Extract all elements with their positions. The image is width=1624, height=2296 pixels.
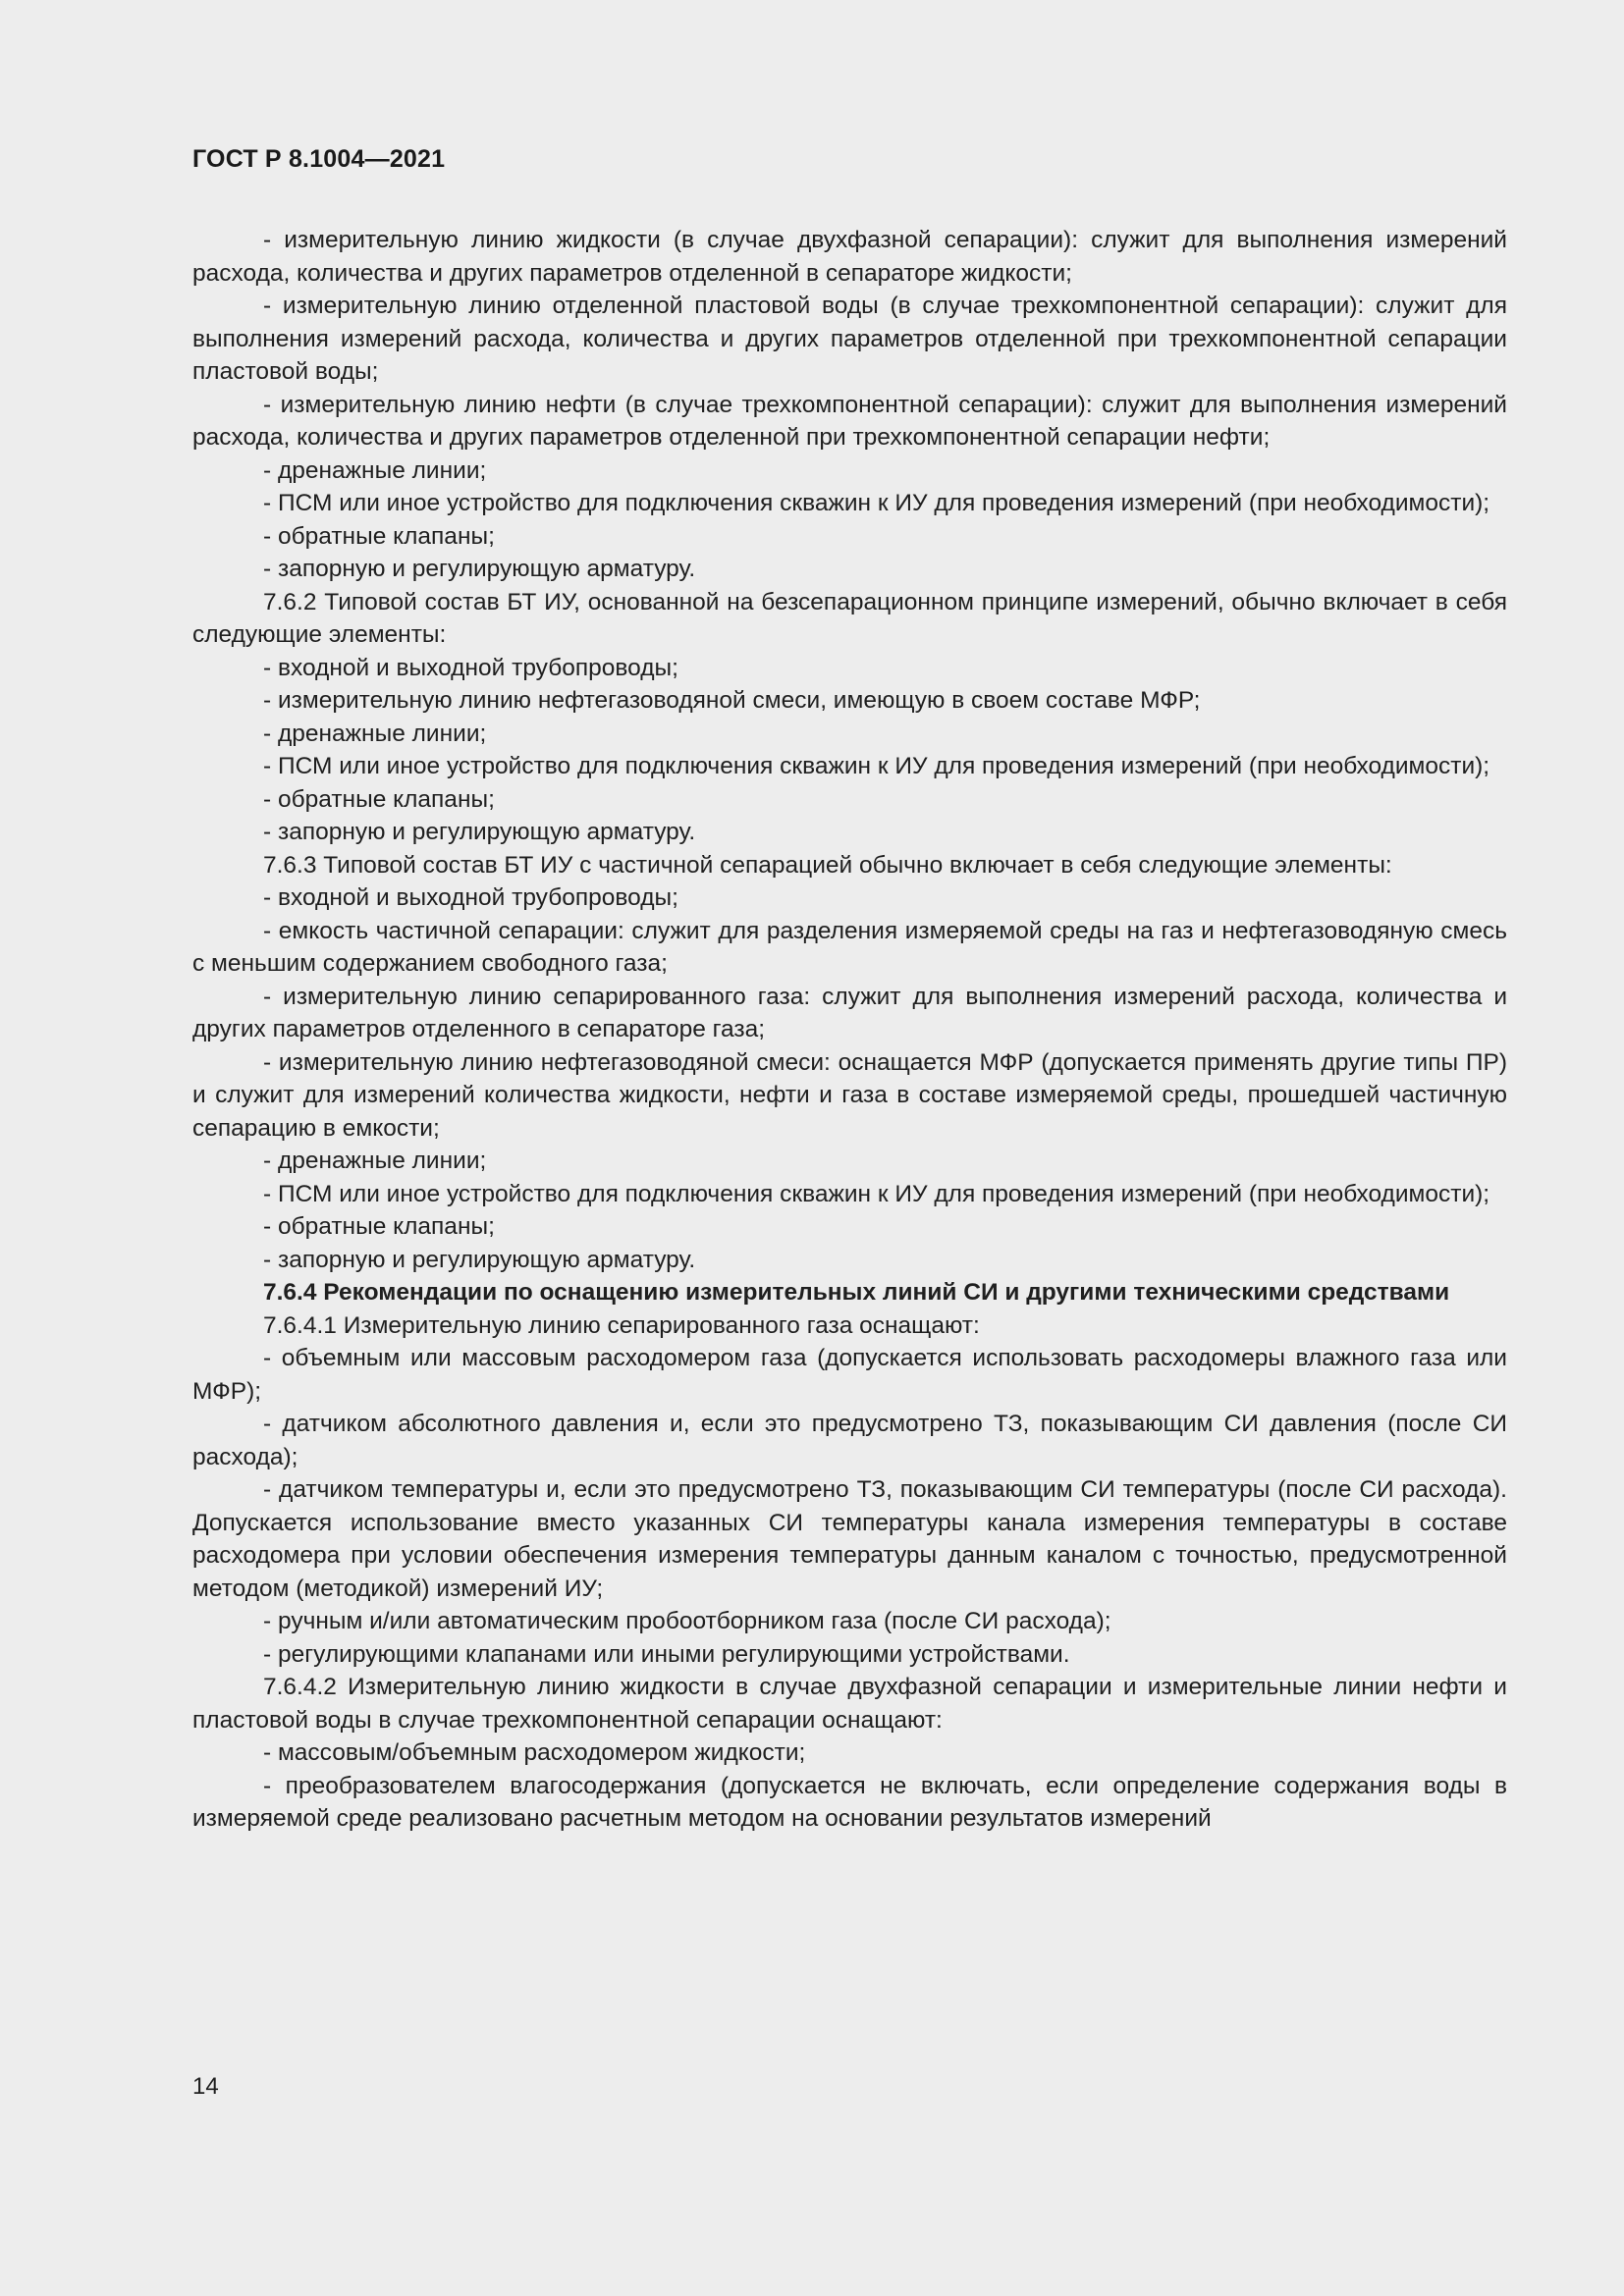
list-item: - преобразователем влагосодержания (допускается не включать, если определение содержания воды в измеряемой среде реализовано расчетным методом на основании результатов измерений <box>192 1772 1507 1832</box>
list-item: - емкость частичной сепарации: служит для разделения измеряемой среды на газ и нефтегазоводяную смесь с меньшим содержанием свободного газа; <box>192 917 1507 977</box>
list-item: - дренажные линии; <box>263 720 487 747</box>
list-item: - запорную и регулирующую арматуру. <box>263 556 696 582</box>
list-item: - обратные клапаны; <box>263 522 495 550</box>
list-item: - дренажные линии; <box>263 456 487 484</box>
list-item: - измерительную линию жидкости (в случае двухфазной сепарации): служит для выполнения измерений расхода, количества и других параметров отделенной в сепараторе жидкости; <box>192 227 1507 287</box>
clause-paragraph: 7.6.3 Типовой состав БТ ИУ с частичной сепарацией обычно включает в себя следующие элементы: <box>263 851 1392 879</box>
list-item: - измерительную линию нефтегазоводяной смеси, имеющую в своем составе МФР; <box>263 687 1201 714</box>
list-item: - ПСМ или иное устройство для подключения скважин к ИУ для проведения измерений (при необходимости); <box>263 490 1490 516</box>
list-item: - датчиком температуры и, если это предусмотрено ТЗ, показывающим СИ температуры (после СИ расхода). Допускается использование вместо указанных СИ температуры канала измерения температуры в составе расходомера при условии обеспечения измерения температуры данным каналом с точностью, предусмотренной методом (методикой) измерений ИУ; <box>192 1476 1507 1602</box>
list-item: - обратные клапаны; <box>263 1213 495 1240</box>
list-item: - обратные клапаны; <box>263 785 495 813</box>
list-item: - датчиком абсолютного давления и, если это предусмотрено ТЗ, показывающим СИ давления (после СИ расхода); <box>192 1411 1507 1470</box>
page-number: 14 <box>192 2073 219 2100</box>
list-item: - измерительную линию отделенной пластовой воды (в случае трехкомпонентной сепарации): служит для выполнения измерений расхода, количества и других параметров отделенной при трехкомпонентной сепарации пластовой воды; <box>192 293 1507 385</box>
list-item: - измерительную линию сепарированного газа: служит для выполнения измерений расхода, количества и других параметров отделенного в сепараторе газа; <box>192 983 1507 1042</box>
list-item: - входной и выходной трубопроводы; <box>263 654 678 681</box>
list-item: - запорную и регулирующую арматуру. <box>263 1246 696 1273</box>
list-item: - измерительную линию нефти (в случае трехкомпонентной сепарации): служит для выполнения измерений расхода, количества и других параметров отделенной при трехкомпонентной сепарации нефти; <box>192 391 1507 451</box>
list-item: - входной и выходной трубопроводы; <box>263 884 678 911</box>
list-item: - ручным и/или автоматическим пробоотборником газа (после СИ расхода); <box>263 1608 1111 1634</box>
list-item: - объемным или массовым расходомером газа (допускается использовать расходомеры влажного газа или МФР); <box>192 1345 1507 1405</box>
clause-paragraph: 7.6.2 Типовой состав БТ ИУ, основанной на безсепарационном принципе измерений, обычно включает в себя следующие элементы: <box>192 588 1507 648</box>
list-item: - ПСМ или иное устройство для подключения скважин к ИУ для проведения измерений (при необходимости); <box>263 1180 1490 1207</box>
list-item: - дренажные линии; <box>263 1148 487 1174</box>
list-item: - массовым/объемным расходомером жидкости; <box>263 1739 806 1766</box>
section-heading: 7.6.4 Рекомендации по оснащению измерительных линий СИ и другими техническими средствами <box>263 1279 1450 1306</box>
list-item: - ПСМ или иное устройство для подключения скважин к ИУ для проведения измерений (при необходимости); <box>263 753 1490 779</box>
clause-paragraph: 7.6.4.2 Измерительную линию жидкости в случае двухфазной сепарации и измерительные линии нефти и пластовой воды в случае трехкомпонентной сепарации оснащают: <box>192 1674 1507 1734</box>
list-item: - запорную и регулирующую арматуру. <box>263 819 696 845</box>
document-body <box>192 224 1507 1836</box>
document-header: ГОСТ Р 8.1004—2021 <box>192 145 446 173</box>
list-item: - регулирующими клапанами или иными регулирующими устройствами. <box>263 1640 1070 1668</box>
list-item: - измерительную линию нефтегазоводяной смеси: оснащается МФР (допускается применять другие типы ПР) и служит для измерений количества жидкости, нефти и газа в составе измеряемой среды, прошедшей частичную сепарацию в емкости; <box>192 1048 1507 1142</box>
clause-paragraph: 7.6.4.1 Измерительную линию сепарированного газа оснащают: <box>263 1311 980 1339</box>
